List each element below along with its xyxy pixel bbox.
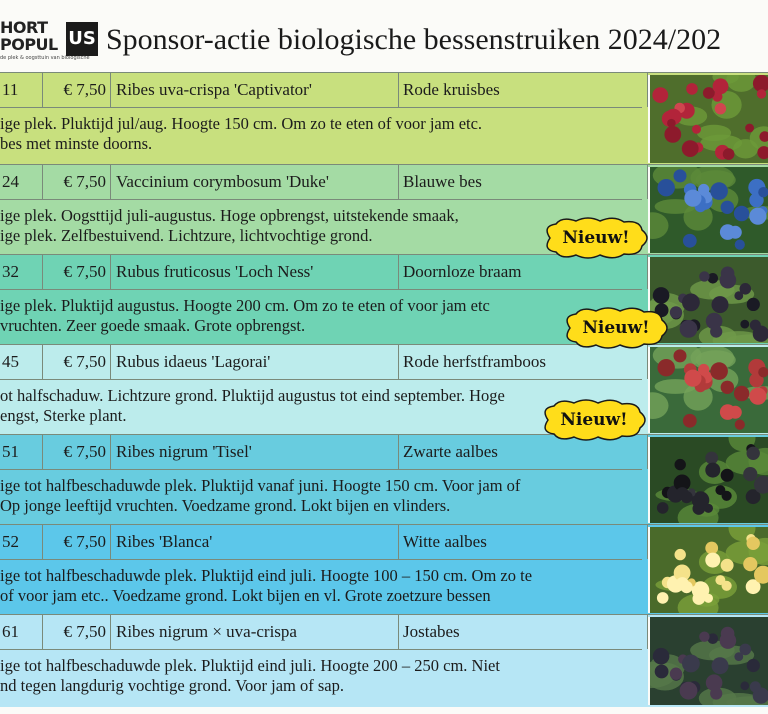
row-common-name: Rode herfstframboos bbox=[399, 345, 648, 379]
description-line: ige plek. Pluktijd jul/aug. Hoogte 150 cm. Om zo te eten of voor jam etc. bbox=[0, 114, 642, 134]
description-line: bes met minste doorns. bbox=[0, 134, 642, 154]
row-price: € 7,50 bbox=[42, 345, 111, 379]
description-line: ige plek. Zelfbestuivend. Lichtzure, lichtvochtige grond. bbox=[0, 226, 642, 246]
row-latin-name: Ribes nigrum × uva-crispa bbox=[112, 615, 399, 649]
row-latin-name: Vaccinium corymbosum 'Duke' bbox=[112, 165, 399, 199]
row-code: 52 bbox=[0, 525, 43, 559]
page-header bbox=[0, 0, 768, 72]
description-line: of voor jam etc.. Voedzame grond. Lokt bijen en vl. Grote zoetzure bessen bbox=[0, 586, 642, 606]
shrub-row bbox=[0, 72, 768, 165]
row-latin-name: Ribes nigrum 'Tisel' bbox=[112, 435, 399, 469]
row-price: € 7,50 bbox=[42, 255, 111, 289]
row-common-name: Witte aalbes bbox=[399, 525, 648, 559]
description-line: ige plek. Oogsttijd juli-augustus. Hoge opbrengst, uitstekende smaak, bbox=[0, 206, 642, 226]
shrub-row bbox=[0, 434, 768, 525]
new-badge bbox=[560, 306, 672, 350]
row-code: 11 bbox=[0, 73, 43, 107]
logo-line1: HORT bbox=[0, 20, 48, 36]
row-code: 24 bbox=[0, 165, 43, 199]
badge-label: Nieuw! bbox=[540, 216, 652, 260]
row-price: € 7,50 bbox=[42, 615, 111, 649]
row-price: € 7,50 bbox=[42, 73, 111, 107]
row-code: 45 bbox=[0, 345, 43, 379]
shrub-row bbox=[0, 164, 768, 255]
berry-photo-blackcurrants bbox=[648, 437, 768, 523]
description-line: ige plek. Pluktijd augustus. Hoogte 200 cm. Om zo te eten of voor jam etc bbox=[0, 296, 642, 316]
row-price: € 7,50 bbox=[42, 165, 111, 199]
berry-photo-jostaberries bbox=[648, 617, 768, 705]
page-title: Sponsor-actie biologische bessenstruiken 2024/202 bbox=[106, 22, 721, 58]
row-common-name: Zwarte aalbes bbox=[399, 435, 648, 469]
row-price: € 7,50 bbox=[42, 435, 111, 469]
row-price: € 7,50 bbox=[42, 525, 111, 559]
berry-photo-red-gooseberries bbox=[648, 75, 768, 163]
row-common-name: Jostabes bbox=[399, 615, 648, 649]
badge-label: Nieuw! bbox=[560, 306, 672, 350]
hortus-populus-logo bbox=[0, 20, 100, 62]
description-line: engst, Sterke plant. bbox=[0, 406, 642, 426]
row-latin-name: Ribes uva-crispa 'Captivator' bbox=[112, 73, 399, 107]
berry-photo-raspberries bbox=[648, 347, 768, 433]
new-badge bbox=[540, 216, 652, 260]
new-badge bbox=[538, 398, 650, 442]
row-latin-name: Rubus fruticosus 'Loch Ness' bbox=[112, 255, 399, 289]
description-line: vruchten. Zeer goede smaak. Grote opbrengst. bbox=[0, 316, 642, 336]
row-latin-name: Ribes 'Blanca' bbox=[112, 525, 399, 559]
row-description bbox=[0, 559, 642, 622]
row-code: 61 bbox=[0, 615, 43, 649]
row-code: 51 bbox=[0, 435, 43, 469]
logo-us-block: US bbox=[66, 22, 98, 56]
description-line: ige tot halfbeschaduwde plek. Pluktijd vanaf juni. Hoogte 150 cm. Voor jam of bbox=[0, 476, 642, 496]
shrub-row bbox=[0, 344, 768, 435]
shrub-row bbox=[0, 524, 768, 615]
row-code: 32 bbox=[0, 255, 43, 289]
row-description bbox=[0, 469, 642, 532]
logo-line2: POPUL bbox=[0, 37, 58, 53]
berry-photo-whitecurrants bbox=[648, 527, 768, 613]
row-common-name: Rode kruisbes bbox=[399, 73, 648, 107]
shrub-row bbox=[0, 614, 768, 707]
row-common-name: Blauwe bes bbox=[399, 165, 648, 199]
description-line: ige tot halfbeschaduwde plek. Pluktijd eind juli. Hoogte 100 – 150 cm. Om zo te bbox=[0, 566, 642, 586]
row-latin-name: Rubus idaeus 'Lagorai' bbox=[112, 345, 399, 379]
description-line: ige tot halfbeschaduwde plek. Pluktijd eind juli. Hoogte 200 – 250 cm. Niet bbox=[0, 656, 642, 676]
row-common-name: Doornloze braam bbox=[399, 255, 648, 289]
row-description bbox=[0, 649, 642, 714]
row-description bbox=[0, 289, 642, 352]
berry-photo-blueberries bbox=[648, 167, 768, 253]
row-description bbox=[0, 107, 642, 172]
badge-label: Nieuw! bbox=[538, 398, 650, 442]
description-line: Op jonge leeftijd vruchten. Voedzame grond. Lokt bijen en vlinders. bbox=[0, 496, 642, 516]
description-line: ot halfschaduw. Lichtzure grond. Pluktijd augustus tot eind september. Hoge bbox=[0, 386, 642, 406]
logo-tagline: de plek & oogsttuin van biologische bbox=[0, 55, 90, 61]
description-line: nd tegen langdurig vochtige grond. Voor jam of sap. bbox=[0, 676, 642, 696]
